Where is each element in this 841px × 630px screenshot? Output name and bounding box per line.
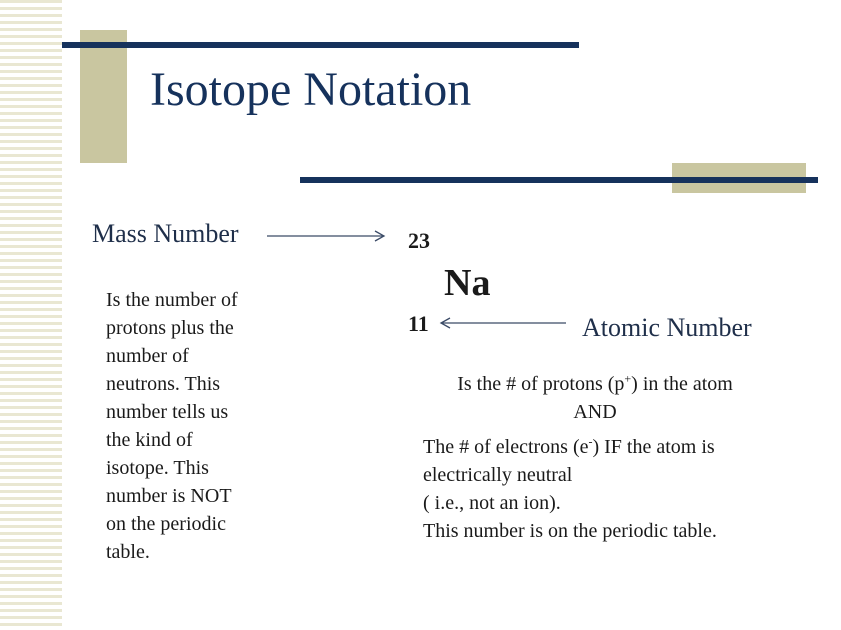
- mass-number-arrow: [265, 228, 389, 244]
- mass-desc-line: table.: [106, 541, 150, 563]
- mass-desc-line: number of: [106, 345, 189, 367]
- atomic-number-description-centered: [410, 370, 780, 426]
- atomic-desc-electrons-line: The # of electrons (e-) IF the atom is: [423, 434, 715, 458]
- mass-desc-line: Is the number of: [106, 289, 238, 311]
- mass-number-label: Mass Number: [92, 219, 239, 248]
- atomic-desc-protons-line: Is the # of protons (p+) in the atom: [457, 371, 733, 395]
- atomic-desc-and-line: AND: [573, 401, 617, 423]
- mass-number-value: 23: [408, 228, 430, 253]
- atomic-number-arrow: [436, 315, 568, 331]
- mass-desc-line: neutrons. This: [106, 373, 221, 395]
- left-stripe-border: [0, 0, 62, 630]
- mass-number-description: [106, 286, 238, 566]
- atomic-desc-line: This number is on the periodic table.: [423, 520, 717, 542]
- element-symbol: Na: [444, 262, 491, 304]
- atomic-desc-line: ( i.e., not an ion).: [423, 492, 561, 514]
- mass-desc-line: isotope. This: [106, 457, 209, 479]
- atomic-number-description: [423, 433, 717, 545]
- mass-desc-line: number tells us: [106, 401, 229, 423]
- mass-desc-line: number is NOT: [106, 485, 232, 507]
- slide-title: Isotope Notation: [150, 63, 472, 116]
- middle-rule: [300, 177, 818, 183]
- mass-desc-line: on the periodic: [106, 513, 226, 535]
- atomic-number-label: Atomic Number: [582, 313, 752, 342]
- mass-desc-line: protons plus the: [106, 317, 234, 339]
- mass-desc-line: the kind of: [106, 429, 193, 451]
- top-rule: [62, 42, 579, 48]
- atomic-desc-line: electrically neutral: [423, 464, 573, 486]
- atomic-number-value: 11: [408, 311, 429, 336]
- title-accent-block: [80, 30, 127, 163]
